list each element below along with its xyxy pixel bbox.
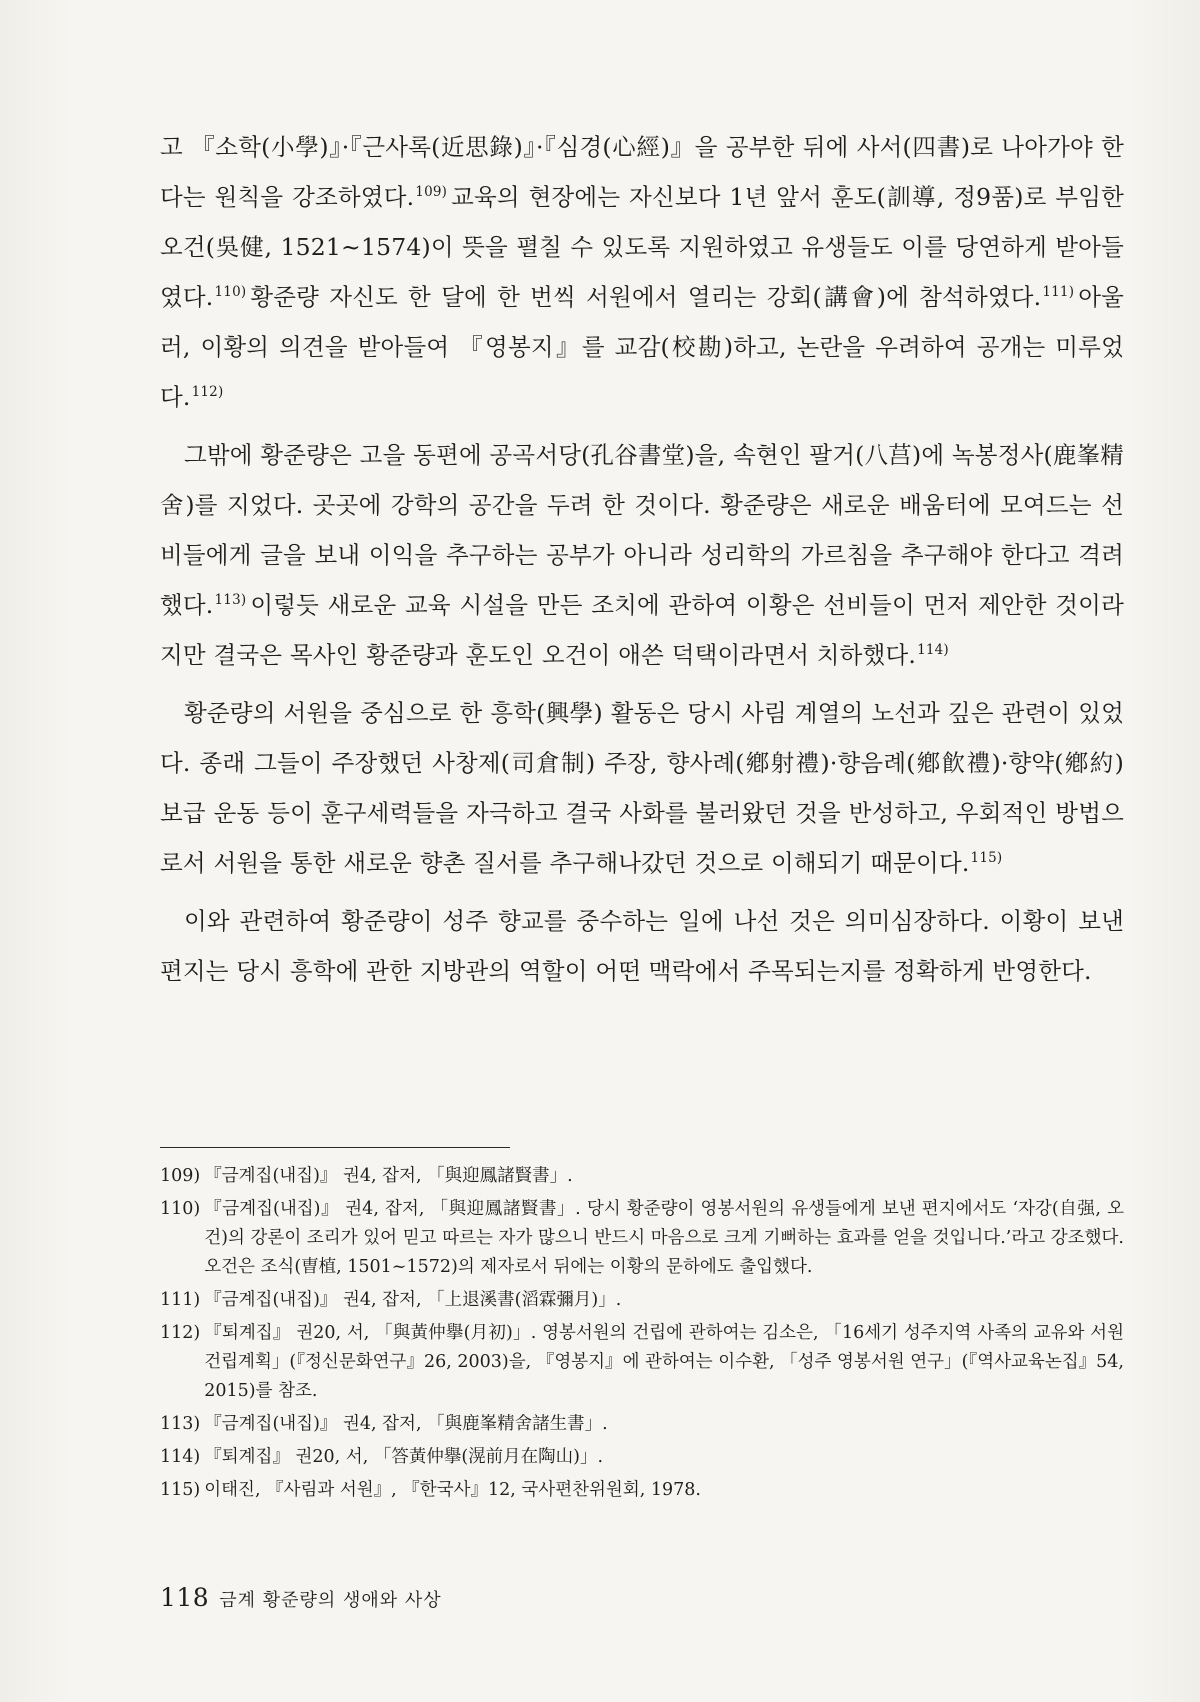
footnote-number: 114) <box>160 1447 201 1467</box>
footnote-text: 『금계집(내집)』 권4, 잡저, 「與迎鳳諸賢書」. <box>204 1166 573 1186</box>
footnote-item <box>160 1286 1124 1315</box>
footnote-ref[interactable]: 110) <box>214 284 247 300</box>
paragraph-text: 이렇듯 새로운 교육 시설을 만든 조치에 관하여 이황은 선비들이 먼저 제안한 것이라지만 결국은 목사인 황준량과 훈도인 오건이 애쓴 덕택이라면서 치하했다. <box>160 591 1124 669</box>
footnote-text: 『금계집(내집)』 권4, 잡저, 「與鹿峯精舍諸生書」. <box>204 1414 608 1434</box>
paragraph-text: 아울러, 이황의 의견을 받아들여 『영봉지』를 교감(校勘)하고, 논란을 우려하여 공개는 미루었다. <box>160 283 1124 411</box>
footnote-number: 109) <box>160 1166 201 1186</box>
paragraph-text: 그밖에 황준량은 고을 동편에 공곡서당(孔谷書堂)을, 속현인 팔거(八莒)에 녹봉정사(鹿峯精舍)를 지었다. 곳곳에 강학의 공간을 두려 한 것이다. 황준량은 새로운 배움터에 모여드는 선비들에게 글을 보내 이익을 추구하는 공부가 아니라 성리학의 가르침을 추구해야 한다고 격려했다. <box>160 441 1124 619</box>
paragraph-text: 고 『소학(小學)』·『근사록(近思錄)』·『심경(心經)』을 공부한 뒤에 사서(四書)로 나아가야 한다는 원칙을 강조하였다. <box>160 133 1124 211</box>
footnote-number: 113) <box>160 1414 201 1434</box>
footnote-ref[interactable]: 109) <box>415 184 448 200</box>
footnote-ref[interactable]: 112) <box>191 384 224 400</box>
footnote-item <box>160 1162 1124 1191</box>
footnote-number: 110) <box>160 1199 201 1219</box>
footnote-ref[interactable]: 114) <box>917 642 949 658</box>
page-footer <box>160 1583 442 1612</box>
footnote-number: 112) <box>160 1323 201 1343</box>
footnote-ref[interactable]: 113) <box>214 592 247 608</box>
footnote-list <box>160 1162 1124 1509</box>
footnote-ref[interactable]: 111) <box>1042 284 1075 300</box>
footnote-text: 『퇴계집』 권20, 서, 「答黃仲擧(滉前月在陶山)」. <box>204 1447 604 1467</box>
footnote-item <box>160 1443 1124 1472</box>
footnote-ref[interactable]: 115) <box>970 850 1003 866</box>
paragraph-2 <box>160 430 1124 680</box>
page-number: 118 <box>160 1583 210 1612</box>
paragraph-3 <box>160 688 1124 888</box>
running-title: 금계 황준량의 생애와 사상 <box>219 1590 442 1611</box>
footnote-divider <box>160 1147 510 1148</box>
footnote-text: 『금계집(내집)』 권4, 잡저, 「與迎鳳諸賢書」. 당시 황준량이 영봉서원의 유생들에게 보낸 편지에서도 ‘자강(自强, 오건)의 강론이 조리가 있어 믿고 따르는 자가 많으니 반드시 마음으로 크게 기뻐하는 효과를 얻을 것입니다.’라고 강조했다. 오건은 조식(曺植, 1501~1572)의 제자로서 뒤에는 이황의 문하에도 출입했다. <box>204 1199 1124 1277</box>
footnote-item <box>160 1410 1124 1439</box>
footnote-item <box>160 1476 1124 1505</box>
footnote-number: 111) <box>160 1290 201 1310</box>
paragraph-text: 황준량 자신도 한 달에 한 번씩 서원에서 열리는 강회(講會)에 참석하였다. <box>250 283 1042 311</box>
footnote-item <box>160 1319 1124 1406</box>
footnote-number: 115) <box>160 1480 201 1500</box>
body-text <box>160 122 1124 996</box>
paragraph-1 <box>160 122 1124 422</box>
paragraph-text: 이와 관련하여 황준량이 성주 향교를 중수하는 일에 나선 것은 의미심장하다. 이황이 보낸 편지는 당시 흥학에 관한 지방관의 역할이 어떤 맥락에서 주목되는지를 정확하게 반영한다. <box>160 907 1124 985</box>
paragraph-text: 교육의 현장에는 자신보다 1년 앞서 훈도(訓導, 정9품)로 부임한 오건(吳健, 1521~1574)이 뜻을 펼칠 수 있도록 지원하였고 유생들도 이를 당연하게 받아들였다. <box>160 183 1124 311</box>
paragraph-4 <box>160 896 1124 996</box>
footnote-item <box>160 1195 1124 1282</box>
footnote-text: 『금계집(내집)』 권4, 잡저, 「上退溪書(滔霖彌月)」. <box>204 1290 622 1310</box>
paragraph-text: 황준량의 서원을 중심으로 한 흥학(興學) 활동은 당시 사림 계열의 노선과 깊은 관련이 있었다. 종래 그들이 주장했던 사창제(司倉制) 주장, 향사례(鄕射禮)·향음례(鄕飮禮)·향약(鄕約) 보급 운동 등이 훈구세력들을 자극하고 결국 사화를 불러왔던 것을 반성하고, 우회적인 방법으로서 서원을 통한 새로운 향촌 질서를 추구해나갔던 것으로 이해되기 때문이다. <box>160 699 1124 877</box>
footnote-text: 이태진, 『사림과 서원』, 『한국사』12, 국사편찬위원회, 1978. <box>204 1480 701 1500</box>
footnote-text: 『퇴계집』 권20, 서, 「與黃仲擧(月初)」. 영봉서원의 건립에 관하여는 김소은, 「16세기 성주지역 사족의 교유와 서원 건립계획」(『정신문화연구』26, 2003)을, 『영봉지』에 관하여는 이수환, 「성주 영봉서원 연구」(『역사교육논집』54, 2015)를 참조. <box>204 1323 1124 1401</box>
